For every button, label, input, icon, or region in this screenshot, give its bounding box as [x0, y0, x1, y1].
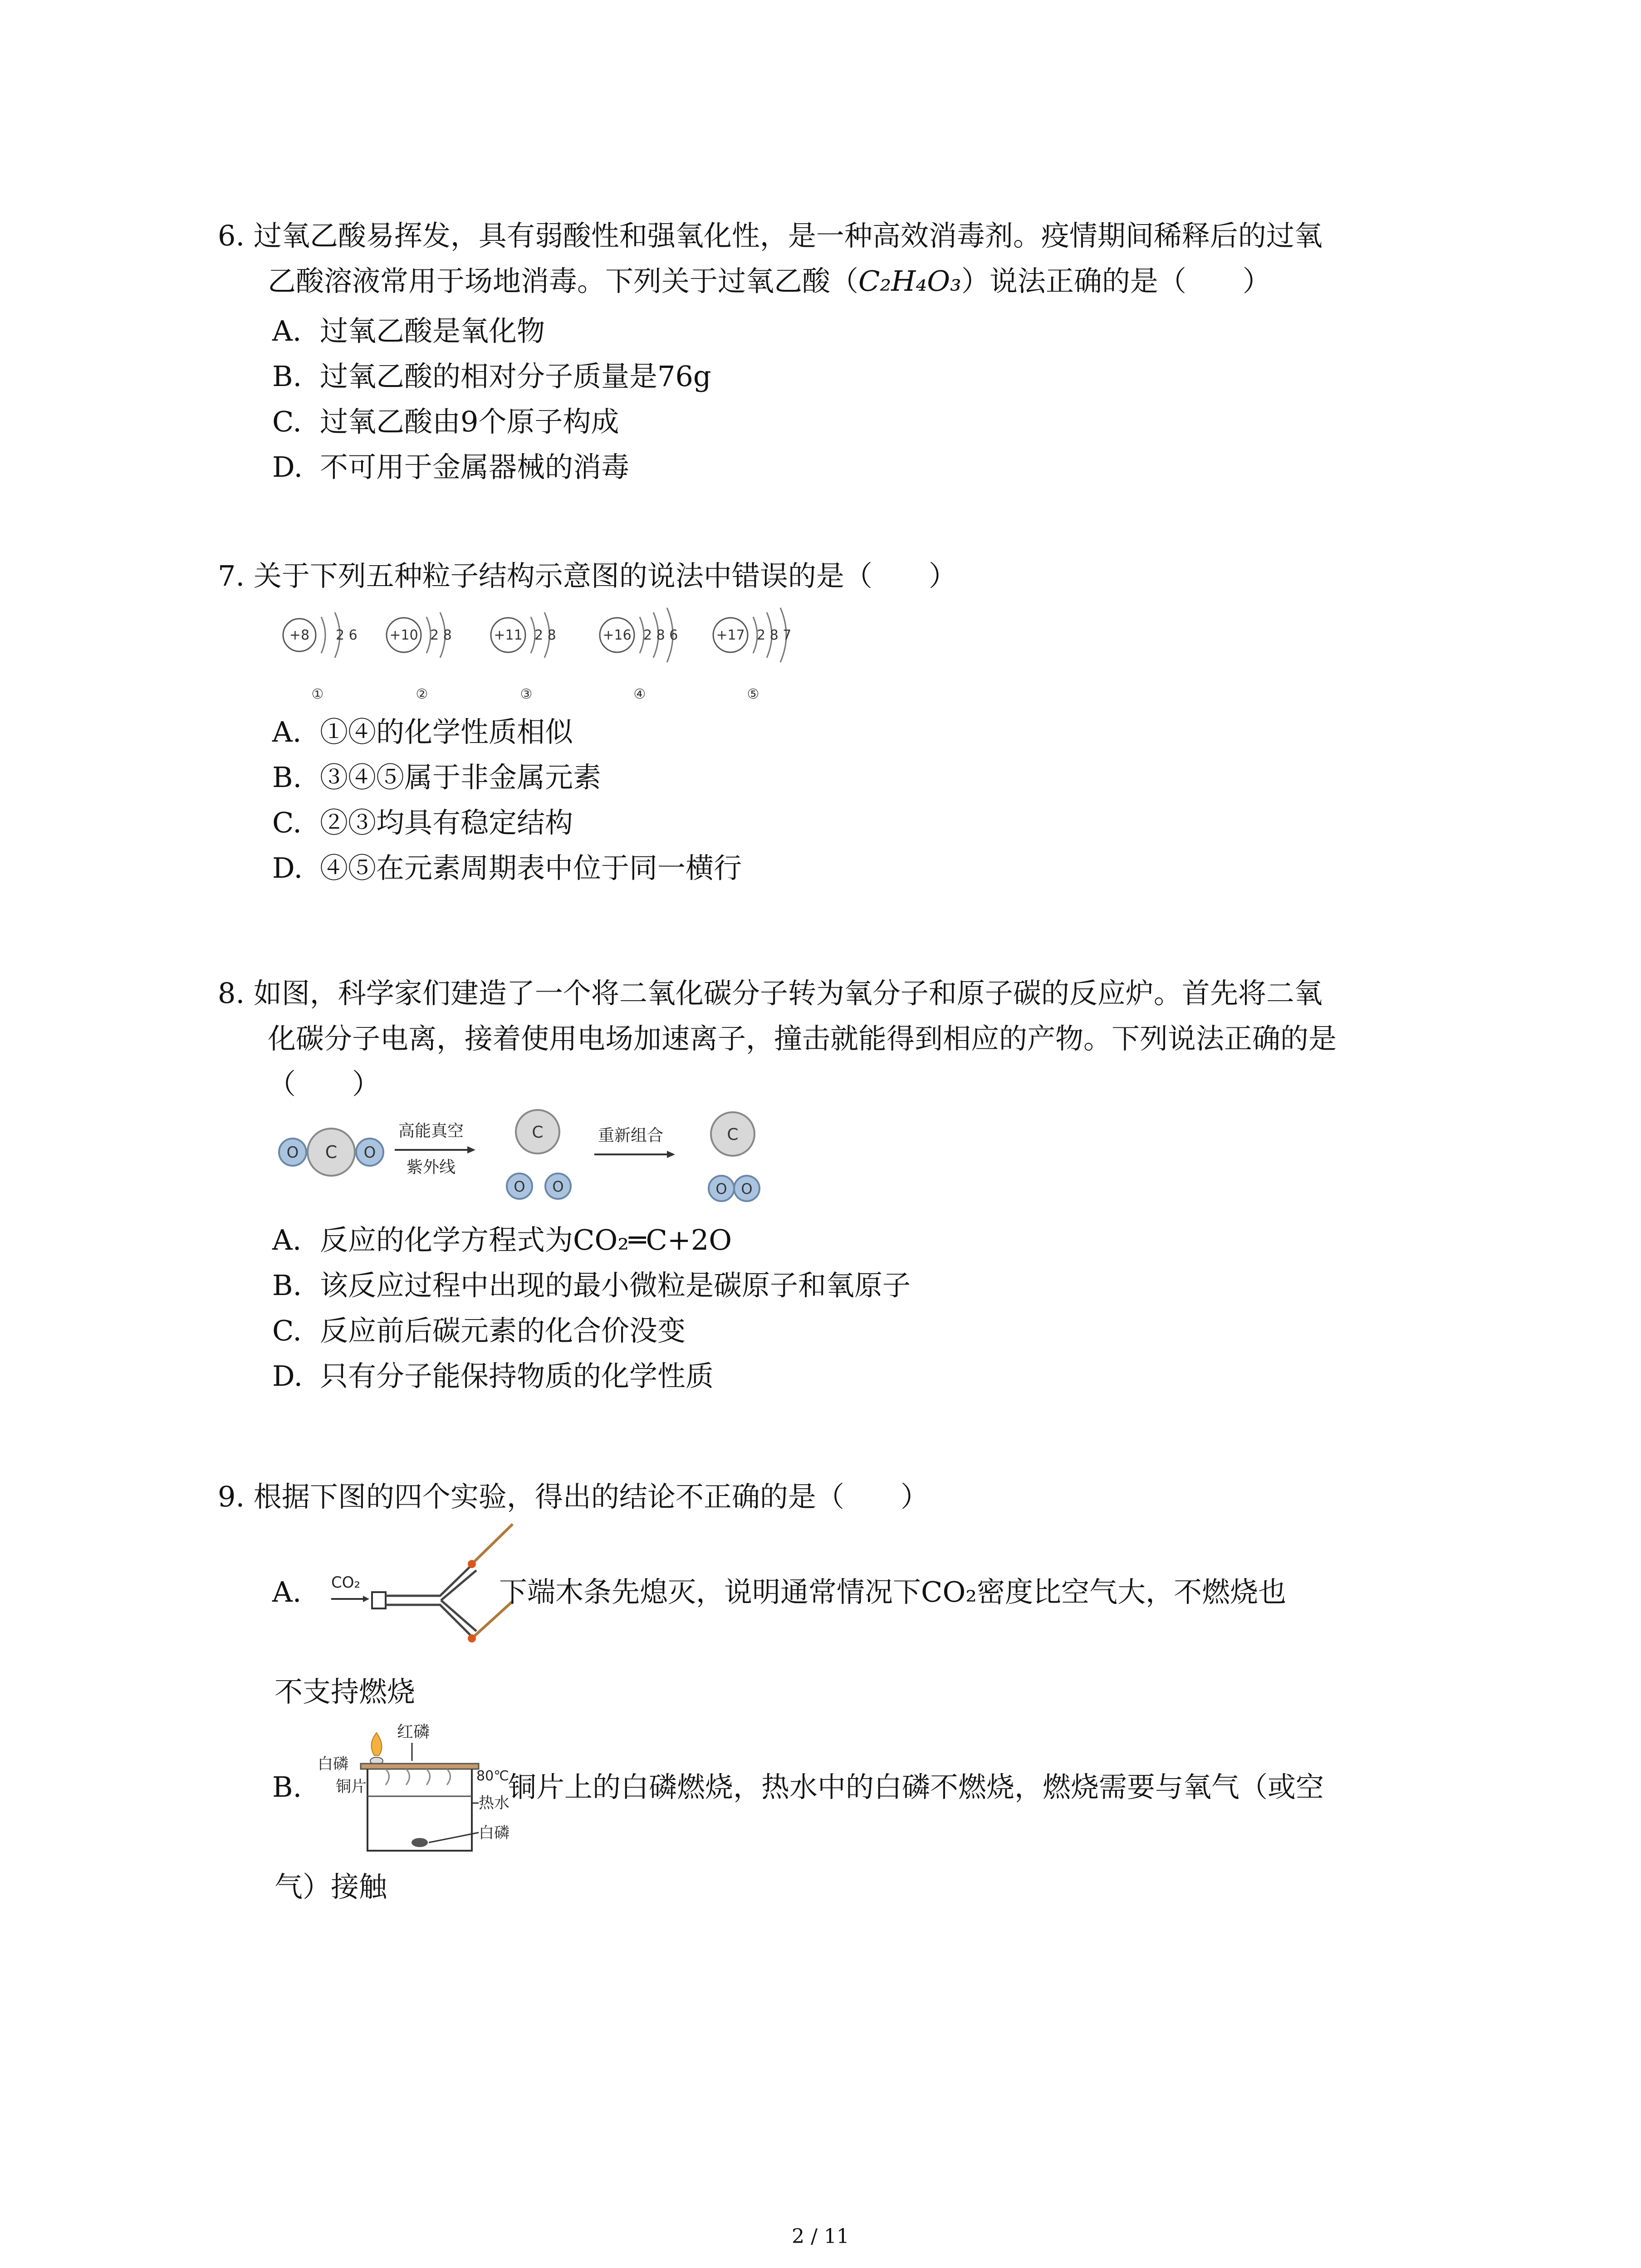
arrow-recombination [594, 1126, 675, 1158]
question-8-option-d[interactable]: D. 只有分子能保持物质的化学性质 [272, 1359, 714, 1393]
question-6-option-c[interactable]: C. 过氧乙酸由9个原子构成 [272, 405, 619, 438]
svg-text:③: ③ [520, 686, 533, 702]
svg-text:⑤: ⑤ [747, 686, 759, 702]
particle-1 [283, 612, 358, 702]
svg-text:O: O [286, 1144, 299, 1162]
peracetic-acid-formula: C₂H₄O₃ [858, 264, 961, 298]
svg-text:铜片: 铜片 [336, 1778, 367, 1796]
question-9-stem: 9. 根据下图的四个实验，得出的结论不正确的是（ ） [218, 1480, 929, 1513]
page-number: 2 / 11 [792, 2225, 849, 2248]
question-8-stem-line2: 化碳分子电离，接着使用电场加速离子，撞击就能得到相应的产物。下列说法正确的是 [268, 1022, 1337, 1055]
svg-text:②: ② [416, 686, 428, 702]
question-7-option-c[interactable]: C. ②③均具有稳定结构 [272, 806, 573, 839]
question-8-option-a[interactable]: A. 反应的化学方程式为CO₂═C+2O [272, 1223, 732, 1256]
products [709, 1112, 759, 1201]
particle-2 [387, 612, 452, 702]
svg-text:2 6: 2 6 [336, 627, 358, 643]
svg-text:CO₂: CO₂ [331, 1574, 361, 1592]
svg-text:O: O [514, 1178, 525, 1195]
particle-5 [713, 608, 791, 702]
svg-text:80℃: 80℃ [476, 1768, 509, 1784]
svg-text:O: O [552, 1178, 564, 1195]
question-7-option-b[interactable]: B. ③④⑤属于非金属元素 [272, 761, 602, 794]
question-6 [218, 213, 1443, 490]
svg-text:+16: +16 [603, 627, 632, 643]
ionized-atoms [507, 1110, 571, 1199]
question-6-option-b[interactable]: B. 过氧乙酸的相对分子质量是76g [272, 360, 711, 393]
question-7 [218, 553, 1443, 891]
arrow-ionization [395, 1122, 475, 1177]
question-7-option-a[interactable]: A. ①④的化学性质相似 [272, 715, 573, 748]
svg-text:2 8: 2 8 [430, 627, 452, 643]
question-8-option-b[interactable]: B. 该反应过程中出现的最小微粒是碳原子和氧原子 [272, 1269, 911, 1302]
svg-text:+17: +17 [716, 627, 745, 643]
particle-structure-diagrams [272, 599, 817, 708]
co2-molecule [279, 1129, 383, 1176]
question-6-stem-line2: 乙酸溶液常用于场地消毒。下列关于过氧乙酸（C₂H₄O₃）说法正确的是（ ） [268, 264, 1271, 298]
svg-text:+10: +10 [389, 627, 418, 643]
svg-text:2 8 6: 2 8 6 [643, 627, 678, 643]
phosphorus-combustion-figure [318, 1719, 517, 1860]
svg-text:热水: 热水 [479, 1794, 509, 1812]
particle-3 [491, 612, 556, 702]
question-9-option-a[interactable]: A. CO₂ 下端木条先熄灭，说明通常情况下CO₂密度比空气大，不燃烧也 [218, 1520, 1443, 1669]
svg-text:高能真空: 高能真空 [398, 1122, 464, 1140]
question-6-option-d[interactable]: D. 不可用于金属器械的消毒 [272, 450, 630, 484]
question-9-option-b[interactable]: B. 红磷 白磷 铜片 80℃ 热水 白磷 铜片上的白磷燃烧，热水中的白磷不燃烧，燃烧需要与氧气（或空 [218, 1719, 1443, 1864]
question-6-stem-line1: 6. 过氧乙酸易挥发，具有弱酸性和强氧化性，是一种高效消毒剂。疫情期间稀释后的过氧 [218, 219, 1323, 252]
svg-text:O: O [363, 1144, 376, 1162]
question-9 [218, 1474, 1443, 1910]
question-8-stem-line1: 8. 如图，科学家们建造了一个将二氧化碳分子转为氧分子和原子碳的反应炉。首先将二氧 [218, 977, 1323, 1010]
svg-text:紫外线: 紫外线 [406, 1158, 456, 1177]
svg-text:2 8: 2 8 [534, 627, 556, 643]
svg-text:C: C [532, 1123, 544, 1142]
svg-text:O: O [715, 1180, 727, 1198]
svg-text:O: O [741, 1180, 753, 1198]
particle-4 [600, 608, 678, 702]
question-8-option-c[interactable]: C. 反应前后碳元素的化合价没变 [272, 1314, 686, 1347]
svg-text:+8: +8 [289, 627, 310, 643]
svg-text:④: ④ [633, 686, 646, 702]
svg-text:C: C [325, 1142, 338, 1162]
question-8-stem-line3: （ ） [268, 1067, 381, 1100]
svg-text:①: ① [311, 686, 324, 702]
question-6-option-a[interactable]: A. 过氧乙酸是氧化物 [272, 314, 545, 347]
question-8 [218, 971, 1443, 1399]
question-9-option-a-line2: 不支持燃烧 [274, 1675, 416, 1708]
question-7-option-d[interactable]: D. ④⑤在元素周期表中位于同一横行 [272, 851, 742, 885]
svg-text:+11: +11 [494, 627, 523, 643]
svg-text:2 8 7: 2 8 7 [757, 627, 792, 643]
svg-text:重新组合: 重新组合 [598, 1126, 664, 1145]
svg-text:白磷: 白磷 [479, 1824, 509, 1842]
svg-text:红磷: 红磷 [397, 1723, 430, 1741]
svg-text:白磷: 白磷 [318, 1755, 348, 1773]
question-9-option-b-line2: 气）接触 [274, 1870, 387, 1903]
svg-text:C: C [727, 1125, 739, 1144]
co2-reaction-diagram [272, 1107, 817, 1216]
question-7-stem: 7. 关于下列五种粒子结构示意图的说法中错误的是（ ） [218, 559, 957, 592]
